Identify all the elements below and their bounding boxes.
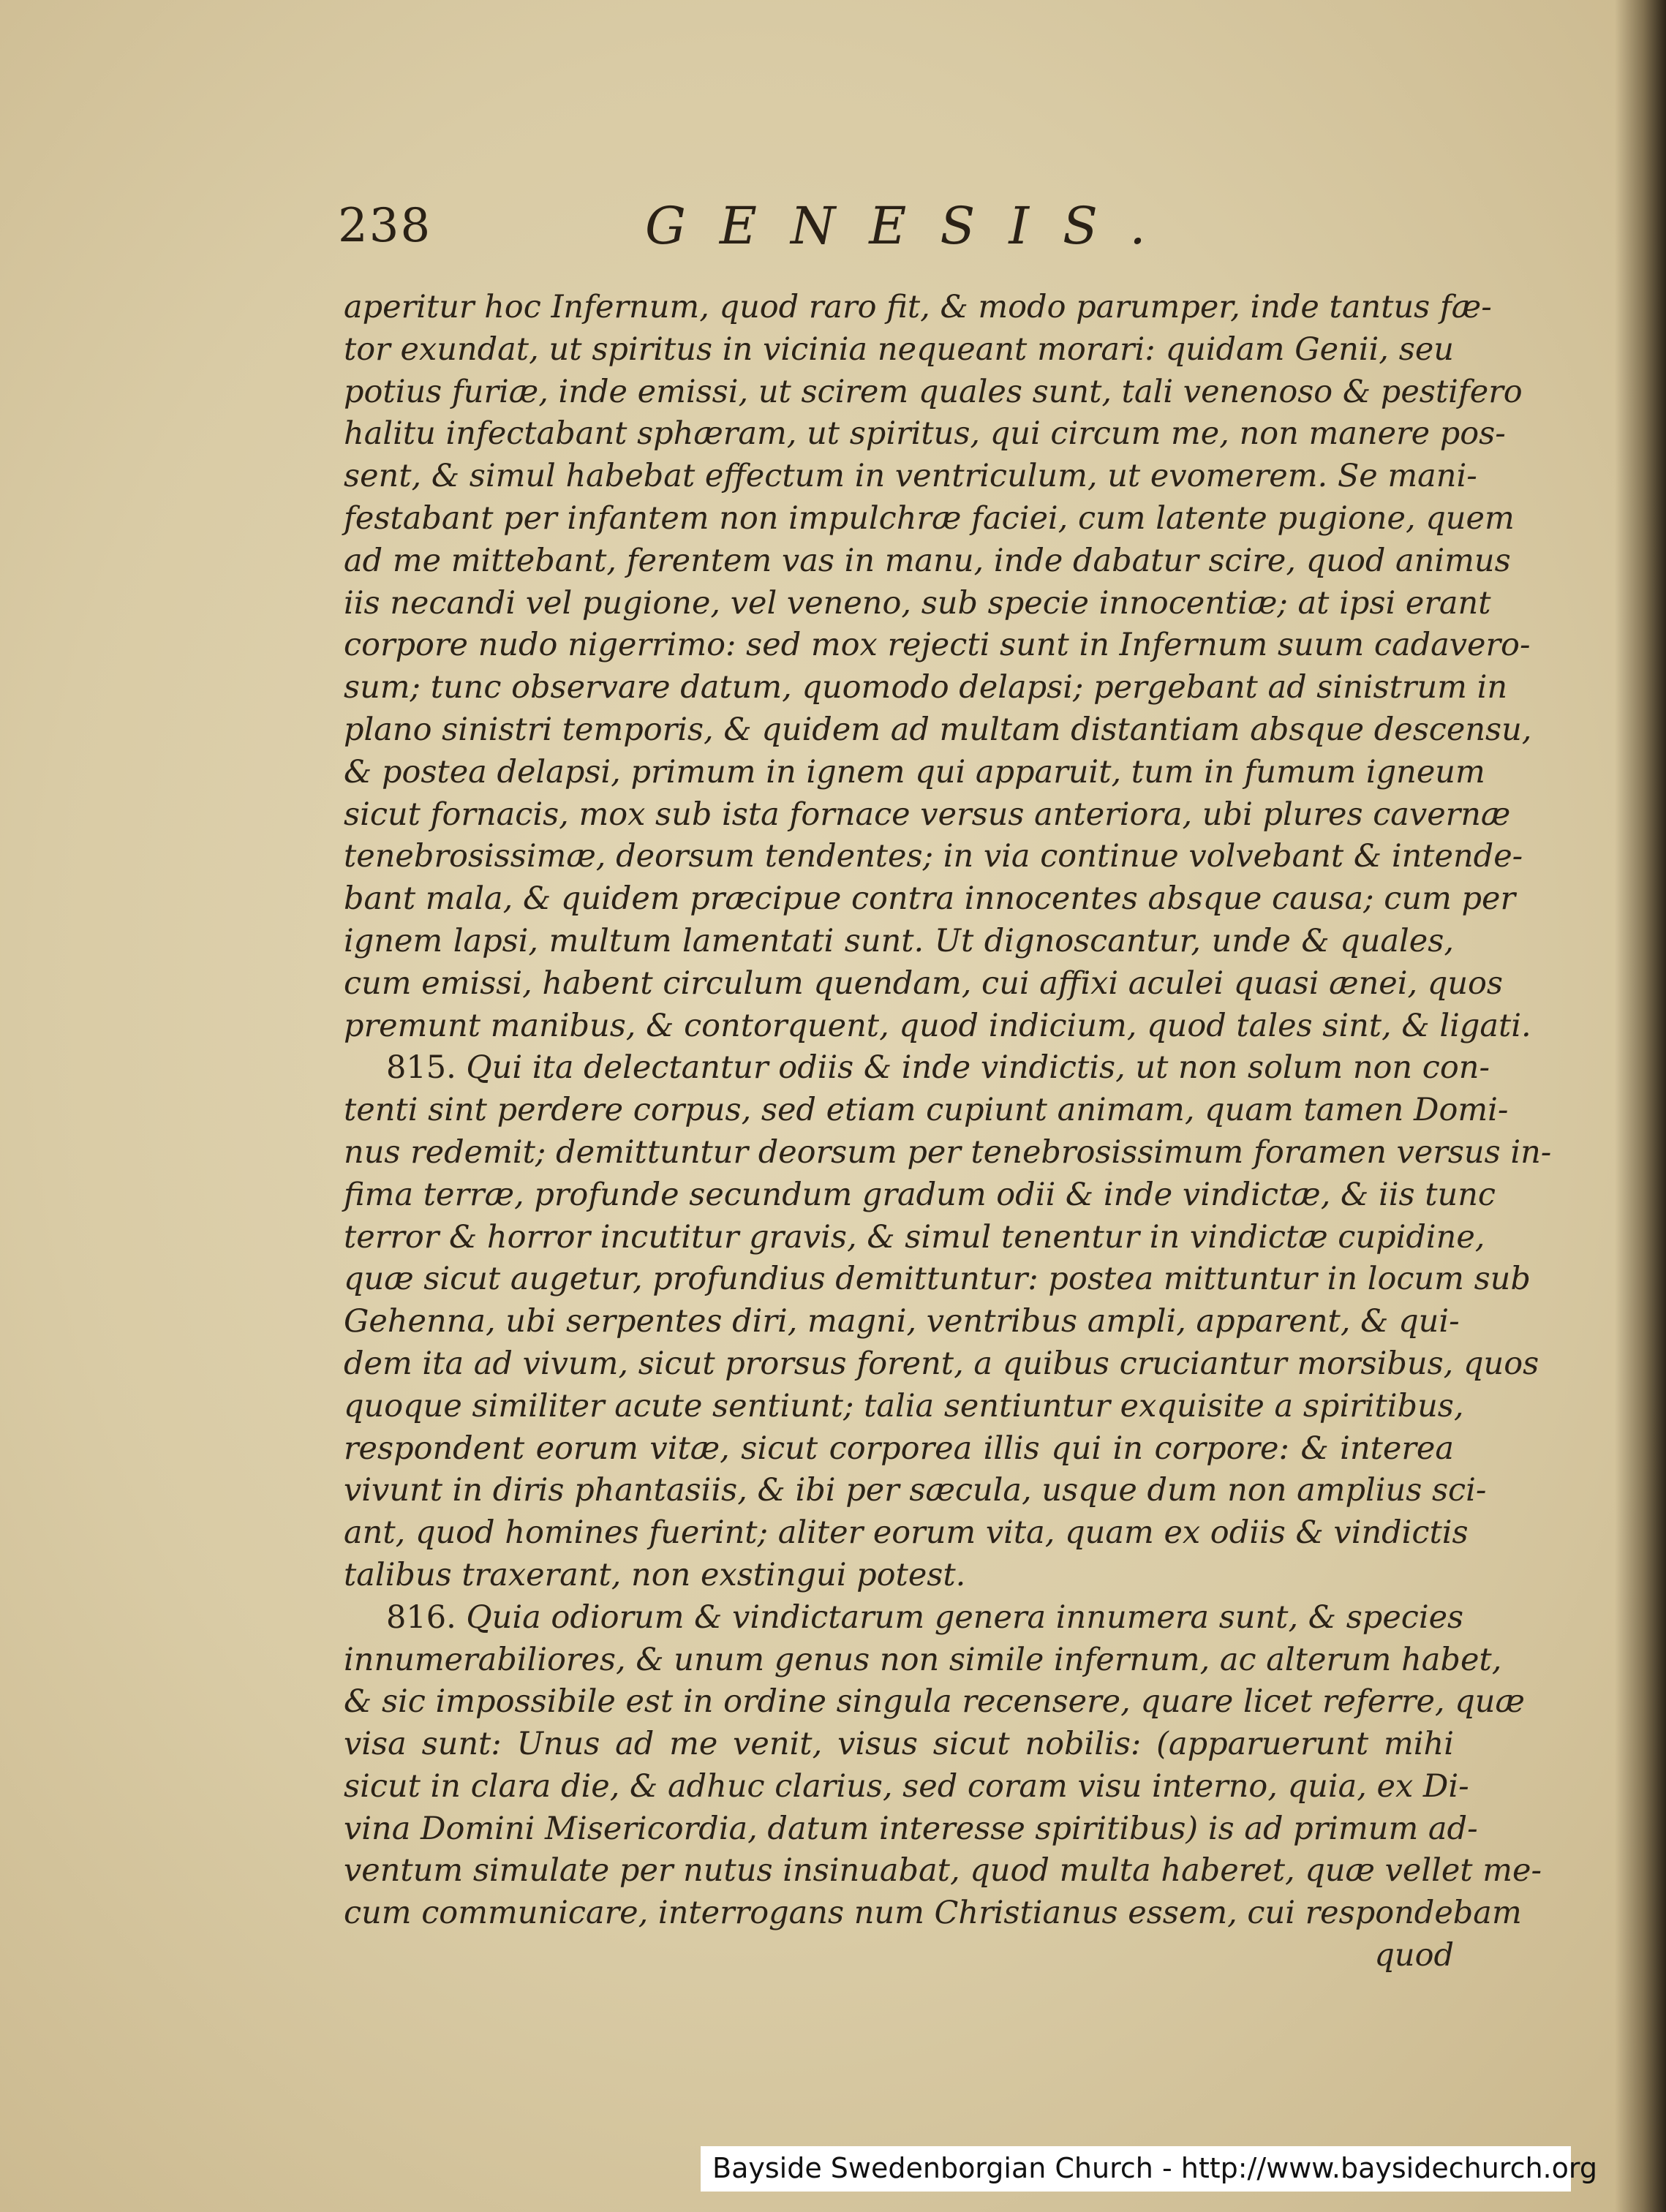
text-line: ventum simulate per nutus insinuabat, quod multa haberet, quæ vellet me- xyxy=(344,1852,1542,1890)
book-spine-shadow xyxy=(1615,0,1666,2212)
text-line: tenti sint perdere corpus, sed etiam cupiunt animam, quam tamen Domi- xyxy=(344,1092,1509,1129)
paragraph-815-first-line xyxy=(344,1047,1490,1090)
paragraph-816-first-line xyxy=(344,1597,1464,1639)
text-line: plano sinistri temporis, & quidem ad multam distantiam absque descensu, xyxy=(344,711,1532,748)
text-line: quæ sicut augetur, profundius demittuntur: postea mittuntur in locum sub xyxy=(344,1261,1531,1298)
text-line: nus redemit; demittuntur deorsum per tenebrosissimum foramen versus in- xyxy=(344,1133,1552,1171)
text-line: & postea delapsi, primum in ignem qui apparuit, tum in fumum igneum xyxy=(344,753,1485,790)
text-line: respondent eorum vitæ, sicut corporea illis qui in corpore: & interea xyxy=(344,1430,1454,1467)
text-line: fima terræ, profunde secundum gradum odii & inde vindictæ, & iis tunc xyxy=(344,1176,1496,1213)
text-line: visa sunt: Unus ad me venit, visus sicut nobilis: (apparuerunt mihi xyxy=(344,1726,1454,1763)
text-line: Quia odiorum & vindictarum genera innumera sunt, & species xyxy=(466,1598,1464,1636)
text-line: ignem lapsi, multum lamentati sunt. Ut dignoscantur, unde & quales, xyxy=(344,922,1454,959)
text-line: tenebrosissimæ, deorsum tendentes; in via continue volvebant & intende- xyxy=(344,838,1523,875)
text-line: sent, & simul habebat effectum in ventriculum, ut evomerem. Se mani- xyxy=(344,458,1477,495)
text-line: dem ita ad vivum, sicut prorsus forent, a quibus cruciantur morsibus, quos xyxy=(344,1345,1539,1382)
text-line: aperitur hoc Infernum, quod raro fit, & modo parumper, inde tantus fæ- xyxy=(344,289,1492,325)
watermark-banner: Bayside Swedenborgian Church - http://www.baysidechurch.org xyxy=(701,2146,1571,2192)
text-line: bant mala, & quidem præcipue contra innocentes absque causa; cum per xyxy=(344,880,1516,918)
text-line: vina Domini Misericordia, datum interesse spiritibus) is ad primum ad- xyxy=(344,1810,1478,1847)
catchword: quod xyxy=(1374,1937,1454,1974)
text-line: tor exundat, ut spiritus in vicinia nequeant morari: quidam Genii, seu xyxy=(344,331,1454,368)
text-line: & sic impossibile est in ordine singula recensere, quare licet referre, quæ xyxy=(344,1683,1525,1721)
text-line: corpore nudo nigerrimo: sed mox rejecti sunt in Infernum suum cadavero- xyxy=(344,627,1531,664)
text-block xyxy=(344,287,1552,1977)
paragraph-number: 815. xyxy=(386,1049,456,1087)
text-line: premunt manibus, & contorquent, quod indicium, quod tales sint, & ligati. xyxy=(344,1007,1531,1044)
text-line: ad me mittebant, ferentem vas in manu, inde dabatur scire, quod animus xyxy=(344,542,1511,579)
running-title: GENESIS. xyxy=(645,196,1180,256)
text-line: quoque similiter acute sentiunt; talia sentiuntur exquisite a spiritibus, xyxy=(344,1387,1464,1424)
text-line: terror & horror incutitur gravis, & simul tenentur in vindictæ cupidine, xyxy=(344,1218,1485,1256)
text-line: sicut fornacis, mox sub ista fornace versus anteriora, ubi plures cavernæ xyxy=(344,796,1511,833)
page-header xyxy=(338,192,1179,265)
paragraph-number: 816. xyxy=(386,1598,456,1636)
text-line: cum communicare, interrogans num Christianus essem, cui respondebam xyxy=(344,1895,1522,1932)
text-line: Qui ita delectantur odiis & inde vindictis, ut non solum non con- xyxy=(466,1049,1490,1087)
text-line: iis necandi vel pugione, vel veneno, sub specie innocentiæ; at ipsi erant xyxy=(344,584,1491,622)
text-line: Gehenna, ubi serpentes diri, magni, ventribus ampli, apparent, & qui- xyxy=(344,1303,1460,1340)
text-line: potius furiæ, inde emissi, ut scirem quales sunt, tali venenoso & pestifero xyxy=(344,373,1523,410)
text-line: vivunt in diris phantasiis, & ibi per sæcula, usque dum non amplius sci- xyxy=(344,1472,1487,1509)
text-line: sum; tunc observare datum, quomodo delapsi; pergebant ad sinistrum in xyxy=(344,669,1508,706)
text-line: talibus traxerant, non exstingui potest. xyxy=(344,1556,966,1593)
text-line: innumerabiliores, & unum genus non simile infernum, ac alterum habet, xyxy=(344,1641,1502,1678)
text-line: halitu infectabant sphæram, ut spiritus, qui circum me, non manere pos- xyxy=(344,415,1506,453)
text-line: festabant per infantem non impulchræ faciei, cum latente pugione, quem xyxy=(344,499,1515,537)
text-line: ant, quod homines fuerint; aliter eorum vita, quam ex odiis & vindictis xyxy=(344,1514,1469,1552)
text-line: sicut in clara die, & adhuc clarius, sed coram visu interno, quia, ex Di- xyxy=(344,1767,1469,1805)
text-line: cum emissi, habent circulum quendam, cui affixi aculei quasi ænei, quos xyxy=(344,965,1503,1002)
page-number: 238 xyxy=(338,199,432,253)
